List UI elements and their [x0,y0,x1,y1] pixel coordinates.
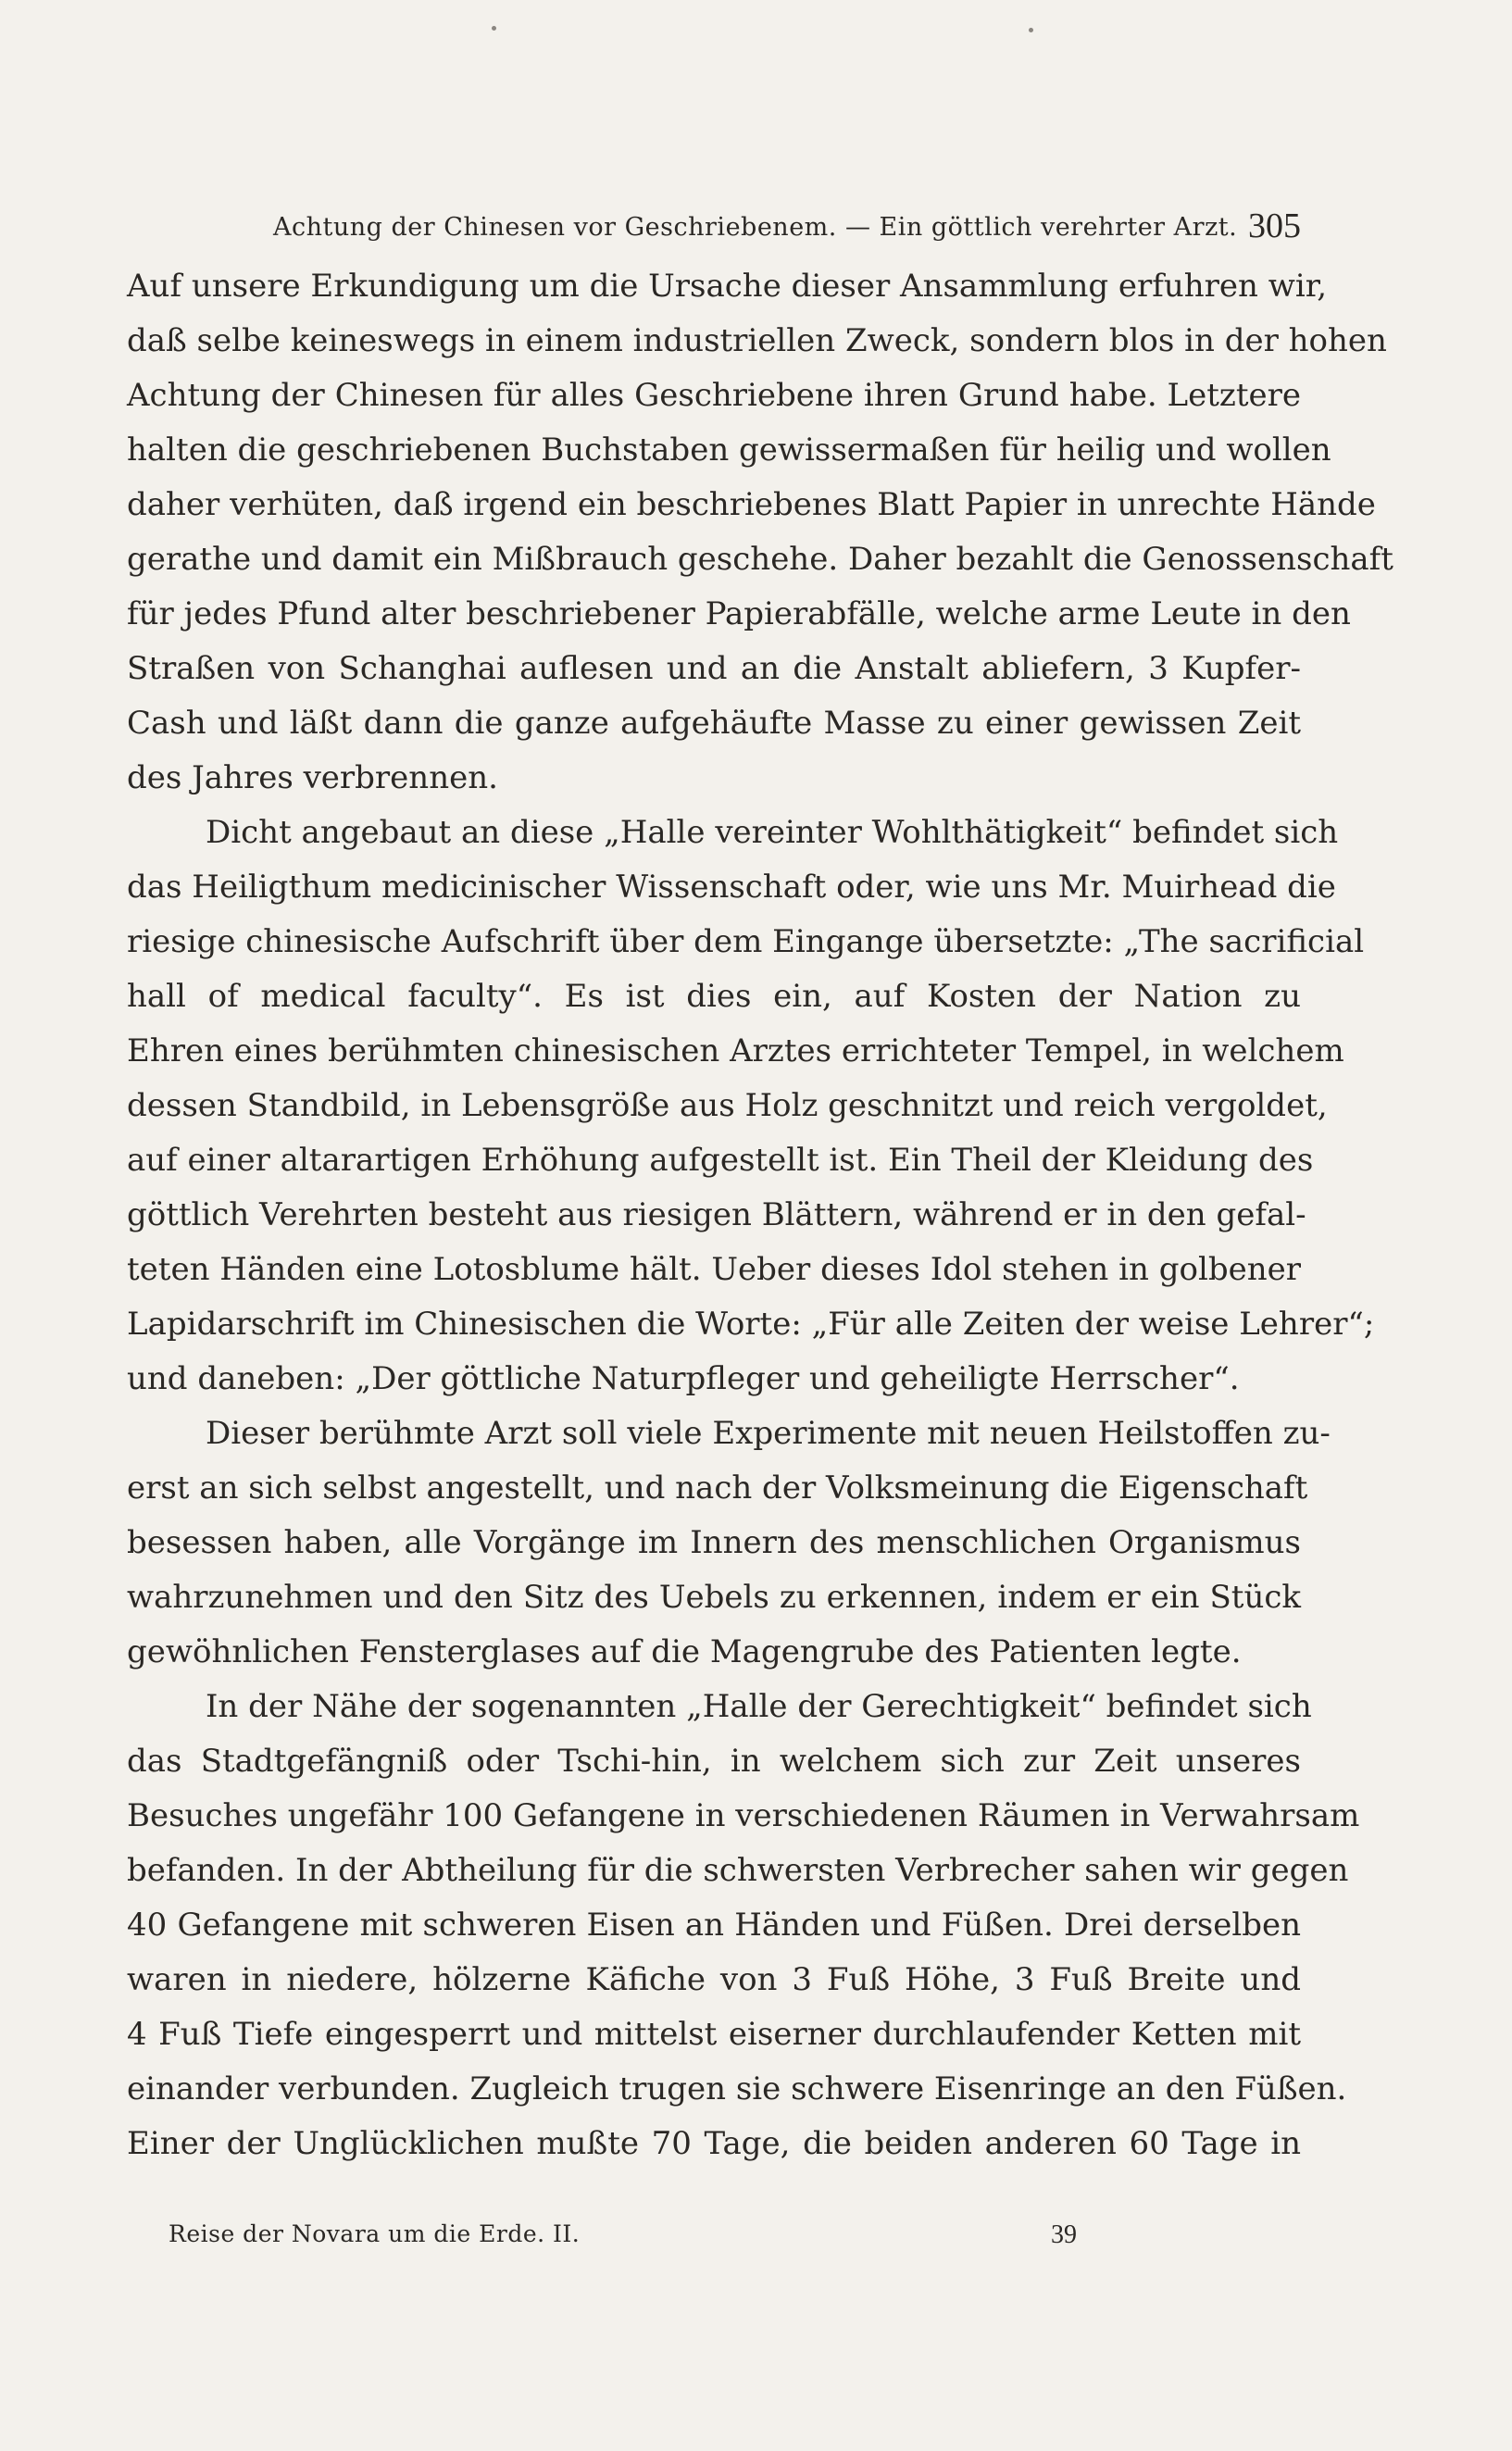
text-line: Besuches ungefähr 100 Gefangene in verschiedenen Räumen in Verwahrsam [127,1797,1360,1834]
text-line: erst an sich selbst angestellt, und nach der Volksmeinung die Eigenschaft [127,1469,1308,1507]
body-text [127,259,1393,2171]
text-line: Einer der Unglücklichen mußte 70 Tage, die beiden anderen 60 Tage in [127,2125,1301,2162]
page-header [273,206,1301,252]
text-line: göttlich Verehrten besteht aus riesigen Blättern, während er in den gefal- [127,1196,1306,1233]
text-line: und daneben: „Der göttliche Naturpfleger und geheiligte Herrscher“. [127,1360,1240,1397]
text-line: Straßen von Schanghai auflesen und an die Anstalt abliefern, 3 Kupfer- [127,650,1301,687]
running-head: Achtung der Chinesen vor Geschriebenem. — Ein göttlich verehrter Arzt. [273,213,1238,242]
signature-line: Reise der Novara um die Erde. II. [169,2220,581,2247]
text-line: befanden. In der Abtheilung für die schwersten Verbrecher sahen wir gegen [127,1852,1349,1889]
text-line: des Jahres verbrennen. [127,759,498,796]
page-number: 305 [1248,206,1301,245]
text-line: teten Händen eine Lotosblume hält. Ueber dieses Idol stehen in golbener [127,1251,1301,1288]
text-line: gerathe und damit ein Mißbrauch geschehe. Daher bezahlt die Genossenschaft [127,541,1393,578]
text-line: besessen haben, alle Vorgänge im Innern des menschlichen Organismus [127,1524,1301,1561]
text-line: auf einer altarartigen Erhöhung aufgestellt ist. Ein Theil der Kleidung des [127,1142,1314,1179]
text-line: In der Nähe der sogenannten „Halle der Gerechtigkeit“ befindet sich [206,1688,1312,1725]
text-line: Ehren eines berühmten chinesischen Arztes errichteter Tempel, in welchem [127,1032,1344,1069]
text-line: wahrzunehmen und den Sitz des Uebels zu erkennen, indem er ein Stück [127,1579,1301,1616]
text-line: Cash und läßt dann die ganze aufgehäufte Masse zu einer gewissen Zeit [127,705,1301,742]
text-line: das Stadtgefängniß oder Tschi-hin, in welchem sich zur Zeit unseres [127,1743,1301,1780]
text-line: Auf unsere Erkundigung um die Ursache dieser Ansammlung erfuhren wir, [127,268,1328,305]
text-line: Lapidarschrift im Chinesischen die Worte: „Für alle Zeiten der weise Lehrer“; [127,1306,1375,1343]
text-line: daher verhüten, daß irgend ein beschriebenes Blatt Papier in unrechte Hände [127,486,1376,523]
text-line: einander verbunden. Zugleich trugen sie schwere Eisenringe an den Füßen. [127,2070,1347,2107]
text-line: das Heiligthum medicinischer Wissenschaft oder, wie uns Mr. Muirhead die [127,869,1336,906]
paper-speck [1029,28,1033,32]
text-line: riesige chinesische Aufschrift über dem Eingange übersetzte: „The sacrificial [127,923,1365,960]
text-line: dessen Standbild, in Lebensgröße aus Holz geschnitzt und reich vergoldet, [127,1087,1328,1124]
text-line: daß selbe keineswegs in einem industriellen Zweck, sondern blos in der hohen [127,322,1387,359]
text-line: 4 Fuß Tiefe eingesperrt und mittelst eiserner durchlaufender Ketten mit [127,2016,1301,2053]
sheet-number: 39 [1051,2220,1077,2249]
text-line: für jedes Pfund alter beschriebener Papierabfälle, welche arme Leute in den [127,595,1351,632]
text-line: waren in niedere, hölzerne Käfiche von 3 Fuß Höhe, 3 Fuß Breite und [127,1961,1301,1998]
text-line: halten die geschriebenen Buchstaben gewissermaßen für heilig und wollen [127,431,1331,469]
text-line: Dicht angebaut an diese „Halle vereinter Wohlthätigkeit“ befindet sich [206,814,1339,851]
text-line: hall of medical faculty“. Es ist dies ein, auf Kosten der Nation zu [127,978,1301,1015]
paper-speck [492,26,496,31]
text-line: 40 Gefangene mit schweren Eisen an Händen und Füßen. Drei derselben [127,1907,1301,1944]
text-line: gewöhnlichen Fensterglases auf die Magengrube des Patienten legte. [127,1633,1242,1670]
page-footer [127,2220,1301,2257]
text-line: Achtung der Chinesen für alles Geschriebene ihren Grund habe. Letztere [127,377,1301,414]
text-line: Dieser berühmte Arzt soll viele Experimente mit neuen Heilstoffen zu- [206,1415,1331,1452]
